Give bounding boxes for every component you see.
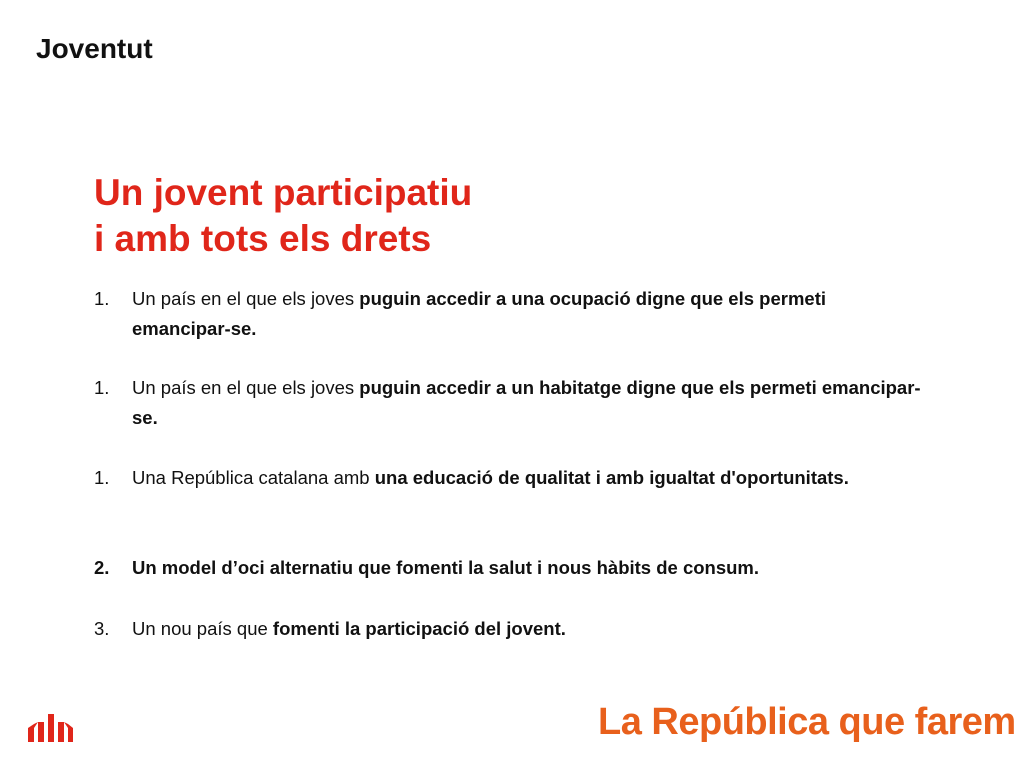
list-item-number: 1.: [94, 377, 110, 398]
list-item-text: [132, 284, 924, 344]
headline-line-2: i amb tots els drets: [94, 218, 432, 259]
list-item-bold: fomenti la participació del jovent.: [272, 618, 566, 639]
list-item-text: [132, 553, 924, 583]
list-item-number: 1.: [94, 467, 110, 488]
list-item-number: 3.: [94, 618, 110, 639]
list-item: [94, 614, 924, 644]
list-item-number: 1.: [94, 288, 110, 309]
esquerra-logo-icon: [26, 712, 74, 744]
list-item-number: 2.: [94, 557, 110, 578]
slide-headline: [94, 170, 472, 262]
list-item: [94, 284, 924, 344]
section-title: Joventut: [36, 33, 153, 64]
list-item-bold: puguin accedir a una ocupació digne que els permeti emancipar-se.: [132, 288, 826, 339]
list-item-text: [132, 373, 924, 433]
list-item-bold: Un model d’oci alternatiu que fomenti la salut i nous hàbits de consum.: [132, 557, 760, 578]
list-item: [94, 553, 924, 583]
list-item: [94, 463, 924, 493]
list-item-text: [132, 463, 924, 493]
list-item-bold: puguin accedir a un habitatge digne que els permeti emancipar-se.: [132, 377, 921, 428]
list-item: [94, 373, 924, 433]
list-item-plain: Una República catalana amb: [132, 467, 375, 488]
list-item-plain: Un país en el que els joves: [132, 288, 360, 309]
list-item-bold: una educació de qualitat i amb igualtat d'oportunitats.: [374, 467, 849, 488]
list-item-text: [132, 614, 924, 644]
brand-slogan: La República que farem: [598, 701, 1016, 743]
headline-line-1: Un jovent participatiu: [94, 172, 473, 213]
list-item-plain: Un nou país que: [132, 618, 273, 639]
list-item-plain: Un país en el que els joves: [132, 377, 360, 398]
